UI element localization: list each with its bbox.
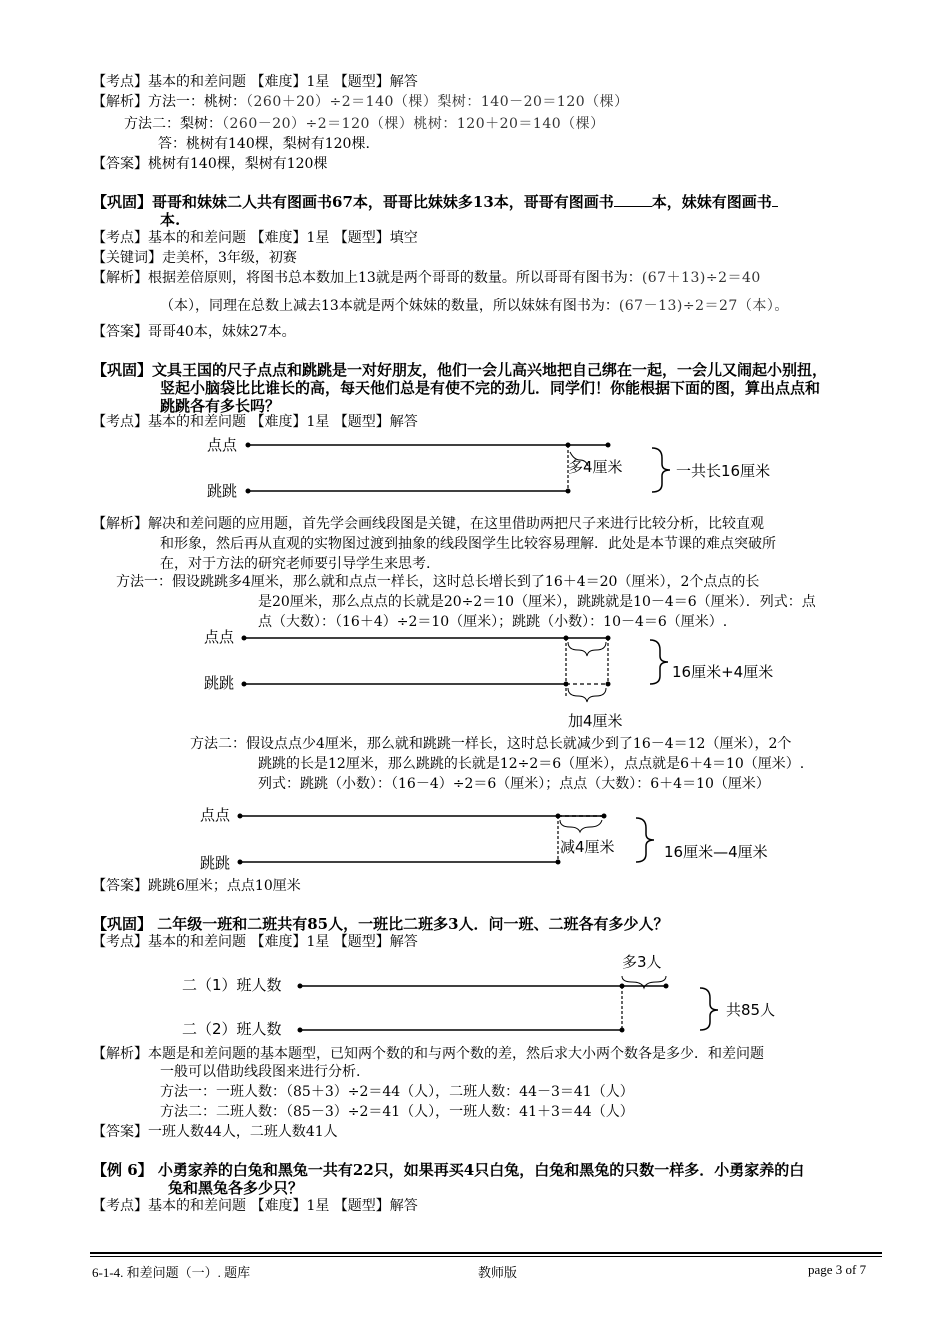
- label-tiaotiao: 跳跳: [204, 674, 235, 692]
- line-method2b-cont: 列式：跳跳（小数）：（16－4）÷2＝6（厘米）；点点（大数）：6＋4＝10（厘米）: [258, 776, 770, 792]
- label-diandian: 点点: [207, 436, 238, 454]
- line-gonggu-2-cont: 跳跳各有多长吗？: [160, 397, 281, 415]
- text: 方法二：梨树：: [124, 116, 222, 132]
- line-kaodian-2: 【考点】基本的和差问题 【难度】1星 【题型】填空: [92, 230, 418, 246]
- line-jiexi-3: 【解析】解决和差问题的应用题，首先学会画线段图是关键，在这里借助两把尺子来进行比较分析，比较直观: [92, 516, 764, 532]
- line-jiexi-2-cont: [160, 296, 789, 316]
- text: 【解析】根据差倍原则，将图书总本数加上13就是两个哥哥的数量。所以哥哥有图书为：: [92, 270, 642, 286]
- line-gonggu-2: 【巩固】文具王国的尺子点点和跳跳是一对好朋友，他们一会儿高兴地把自己绑在一起，一会儿又闹起小别扭，: [92, 361, 828, 379]
- segment-diagram-4: [0, 950, 950, 1042]
- line-jiexi-1: [92, 92, 629, 112]
- label-class1: 二（1）班人数: [182, 976, 282, 994]
- line-kaodian-1: 【考点】基本的和差问题 【难度】1星 【题型】解答: [92, 74, 418, 90]
- blank-answer: [772, 194, 778, 207]
- label-tiaotiao: 跳跳: [200, 854, 231, 872]
- text: 本，妹妹有图画书: [651, 193, 772, 211]
- text: 【巩固】哥哥和妹妹二人共有图画书67本，哥哥比妹妹多13本，哥哥有图画书: [92, 193, 614, 211]
- footer-rule: [90, 1252, 882, 1254]
- line-gonggu-1: [92, 192, 778, 212]
- line-jiexi-3-cont: 和形象，然后再从直观的实物图过渡到抽象的线段图学生比较容易理解．此处是本节课的难点突破所: [160, 536, 776, 552]
- line-jiexi-4: 【解析】本题是和差问题的基本题型，已知两个数的和与两个数的差，然后求大小两个数各是多少．和差问题: [92, 1046, 764, 1062]
- line-guanjianci: 【关键词】走美杯，3年级，初赛: [92, 250, 297, 266]
- footer-edition: 教师版: [478, 1265, 518, 1280]
- label-diff: 加4厘米: [568, 712, 623, 730]
- footer-page-number: page 3 of 7: [808, 1262, 867, 1277]
- line-daan-2: 【答案】哥哥40本，妹妹27本。: [92, 324, 296, 340]
- text: （本），同理在总数上减去13本就是两个妹妹的数量，所以妹妹有图书为：: [160, 298, 619, 314]
- blank-answer: [614, 194, 652, 207]
- line-method2b: 方法二：假设点点少4厘米，那么就和跳跳一样长，这时总长就减少到了16－4＝12（厘米），2个: [190, 736, 792, 752]
- line-jiexi-4-cont: 一般可以借助线段图来进行分析.: [160, 1064, 361, 1080]
- line-jiexi-2: [92, 268, 761, 288]
- line-method1-b: 方法一：一班人数：（85＋3）÷2＝44（人），二班人数：44－3＝41（人）: [160, 1084, 634, 1100]
- label-class2: 二（2）班人数: [182, 1020, 282, 1038]
- segment-diagram-2: [0, 626, 950, 734]
- label-total: 一共长16厘米: [676, 462, 771, 480]
- line-method2: [124, 114, 605, 134]
- line-example-6-cont: 兔和黑兔各多少只？: [168, 1179, 304, 1197]
- label-total: 16厘米+4厘米: [672, 663, 774, 681]
- line-method1-cont: 是20厘米，那么点点的长就是20÷2＝10（厘米），跳跳就是10－4＝6（厘米）．列式：点: [258, 594, 816, 610]
- line-method2-c: 方法二：二班人数：（85－3）÷2＝41（人），一班人数：41＋3＝44（人）: [160, 1104, 634, 1120]
- line-method2b-cont: 跳跳的长是12厘米，那么跳跳的长就是12÷2＝6（厘米），点点就是6＋4＝10（厘米）.: [258, 756, 805, 772]
- line-method1-cont: 点（大数）：（16＋4）÷2＝10（厘米）；跳跳（小数）：10－4＝6（厘米）.: [258, 614, 728, 630]
- label-diff: 多4厘米: [568, 458, 623, 476]
- line-daan-4: 【答案】一班人数44人，二班人数41人: [92, 1124, 338, 1140]
- footer-title: 6-1-4. 和差问题（一）. 题库: [92, 1265, 251, 1280]
- label-total: 16厘米—4厘米: [664, 843, 768, 861]
- label-total: 共85人: [726, 1001, 776, 1019]
- segment-diagram-1: [0, 430, 950, 502]
- line-gonggu-1-cont: 本.: [160, 211, 181, 229]
- line-kaodian-3: 【考点】基本的和差问题 【难度】1星 【题型】解答: [92, 414, 418, 430]
- line-kaodian-4: 【考点】基本的和差问题 【难度】1星 【题型】解答: [92, 934, 418, 950]
- line-gonggu-3: 【巩固】 二年级一班和二班共有85人，一班比二班多3人．问一班、二班各有多少人？: [92, 915, 669, 933]
- line-example-6: 【例 6】 小勇家养的白兔和黑兔一共有22只，如果再买4只白兔，白兔和黑兔的只数一样多．小勇家养的白: [92, 1161, 805, 1179]
- line-daan-1: 【答案】桃树有140棵，梨树有120棵: [92, 156, 328, 172]
- math: （260＋20）÷2＝140（棵）梨树：140－20＝120（棵）: [246, 94, 629, 110]
- line-gonggu-2-cont: 竖起小脑袋比比谁长的高，每天他们总是有使不完的劲儿．同学们！你能根据下面的图，算出点点和: [160, 379, 821, 397]
- label-diandian: 点点: [204, 628, 235, 646]
- line-jiexi-3-cont: 在，对于方法的研究老师要引导学生来思考.: [160, 556, 431, 572]
- line-kaodian-5: 【考点】基本的和差问题 【难度】1星 【题型】解答: [92, 1198, 418, 1214]
- segment-diagram-3: [0, 800, 950, 872]
- line-method1: 方法一：假设跳跳多4厘米，那么就和点点一样长，这时总长增长到了16＋4＝20（厘米），2个点点的长: [116, 574, 760, 590]
- label-diff: 减4厘米: [560, 838, 615, 856]
- footer-rule: [90, 1256, 882, 1257]
- line-answer-sentence: 答：桃树有140棵，梨树有120棵.: [158, 136, 370, 152]
- label-tiaotiao: 跳跳: [207, 482, 238, 500]
- label-diff: 多3人: [622, 953, 662, 971]
- math: (67－13)÷2＝27（本）。: [618, 298, 789, 314]
- math: (67＋13)÷2＝40: [641, 270, 761, 286]
- line-daan-3: 【答案】跳跳6厘米；点点10厘米: [92, 878, 301, 894]
- text: 【解析】方法一：桃树：: [92, 94, 246, 110]
- label-diandian: 点点: [200, 806, 231, 824]
- math: （260－20）÷2＝120（棵）桃树：120＋20＝140（棵）: [222, 116, 605, 132]
